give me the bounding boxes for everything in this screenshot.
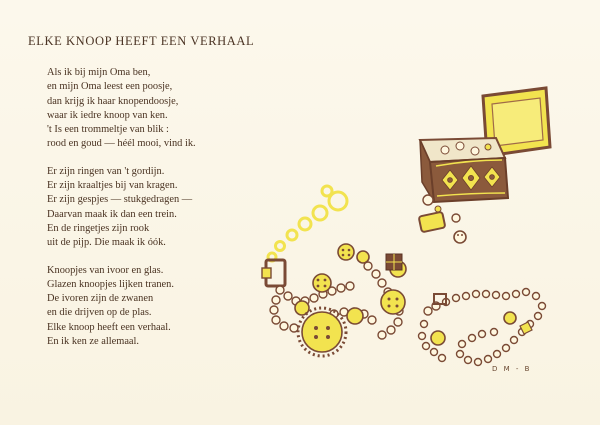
- smoke-rings-icon: [268, 186, 347, 261]
- poem-line: dan krijg ik haar knopendoosje,: [47, 95, 179, 107]
- poem-line: 't Is een trommeltje van blik :: [47, 124, 169, 136]
- poem-line: uit de pijp. Die maak ik óók.: [47, 237, 166, 249]
- poem-line: rood en goud — héél mooi, vind ik.: [47, 138, 196, 150]
- poem-line: Er zijn ringen van 't gordijn.: [47, 165, 165, 177]
- poem: [47, 66, 277, 362]
- poem-line: Knoopjes van ivoor en glas.: [47, 264, 164, 276]
- button-box-icon: [420, 88, 550, 202]
- poem-line: En ik ken ze allemaal.: [47, 336, 140, 348]
- stanza-1: [47, 66, 277, 152]
- illustration: [250, 80, 600, 425]
- poem-line: De ivoren zijn de zwanen: [47, 293, 154, 305]
- stanza-2: [47, 165, 277, 251]
- poem-line: Als ik bij mijn Oma ben,: [47, 67, 151, 78]
- poem-line: Glazen knoopjes lijken tranen.: [47, 278, 174, 290]
- poem-line: Elke knoop heeft een verhaal.: [47, 321, 171, 333]
- stanza-3: [47, 264, 277, 350]
- poem-line: Daarvan maak ik dan een trein.: [47, 208, 177, 220]
- page-title: ELKE KNOOP HEEFT EEN VERHAAL: [28, 34, 255, 48]
- poem-line: Er zijn gespjes — stukgedragen —: [47, 194, 193, 206]
- artist-signature: D M - B: [492, 365, 532, 373]
- poem-line: en die drijven op de plas.: [47, 307, 152, 319]
- button-train-icon: [262, 244, 546, 366]
- poem-line: waar ik iedre knoop van ken.: [47, 109, 168, 121]
- poem-line: en mijn Oma leest een poosje,: [47, 81, 173, 93]
- poem-line: Er zijn kraaltjes bij van kragen.: [47, 180, 178, 192]
- poem-line: En de ringetjes zijn rook: [47, 222, 150, 234]
